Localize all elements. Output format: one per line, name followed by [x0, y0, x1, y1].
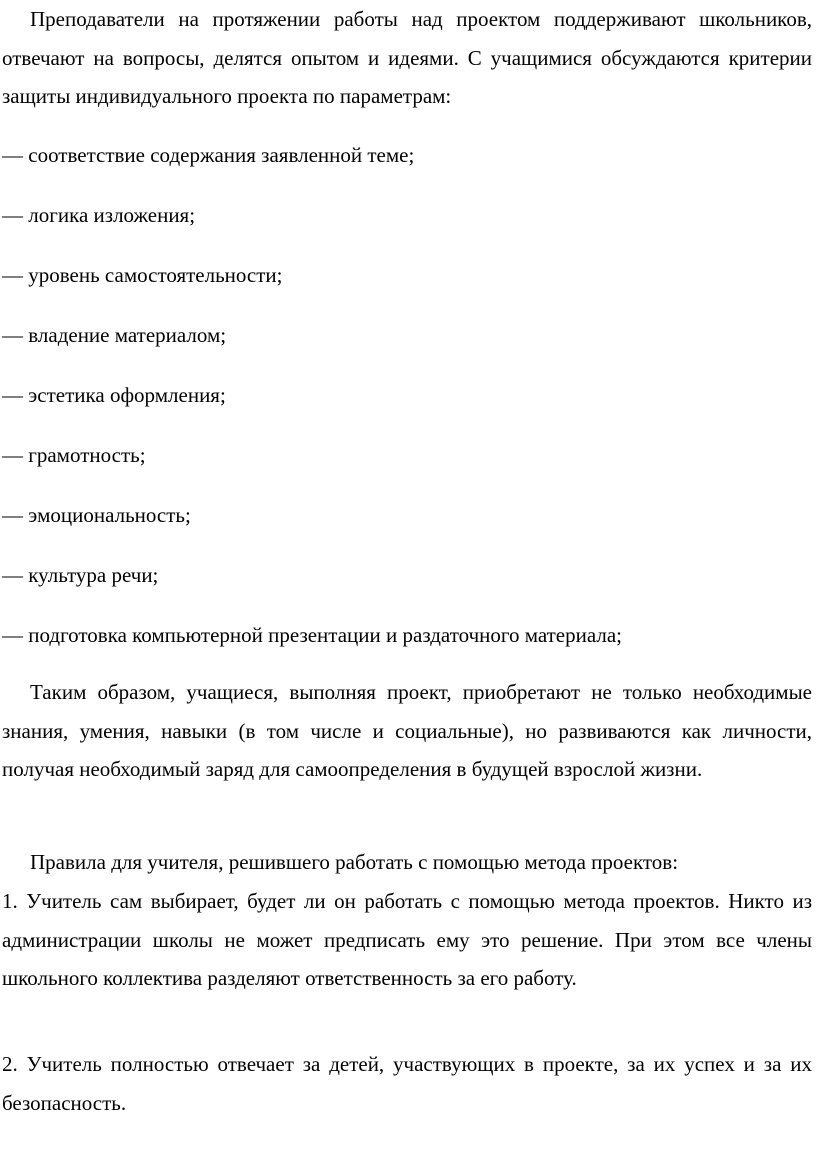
rules-heading: Правила для учителя, решившего работать с помощью метода проектов:	[30, 850, 679, 874]
criteria-item: — владение материалом;	[2, 323, 227, 347]
criteria-list	[2, 136, 812, 676]
rule-item: 2. Учитель полностью отвечает за детей, участвующих в проекте, за их успех и за их безопасность.	[2, 1052, 812, 1115]
intro-paragraph: Преподаватели на протяжении работы над проектом поддерживают школьников, отвечают на вопросы, делятся опытом и идеями. С учащимися обсуждаются критерии защиты индивидуального проекта по параметрам:	[2, 7, 812, 109]
criteria-item: — логика изложения;	[2, 203, 196, 227]
conclusion-paragraph: Таким образом, учащиеся, выполняя проект, приобретают не только необходимые знания, умения, навыки (в том числе и социальные), но развиваются как личности, получая необходимый заряд для самоопределения в будущей взрослой жизни.	[2, 680, 812, 782]
criteria-item: — культура речи;	[2, 563, 159, 587]
criteria-item: — грамотность;	[2, 443, 146, 467]
rule-item: 1. Учитель сам выбирает, будет ли он работать с помощью метода проектов. Никто из администрации школы не может предписать ему это решение. При этом все члены школьного коллектива разделяют ответственность за его работу.	[2, 889, 812, 991]
criteria-item: — эмоциональность;	[2, 503, 191, 527]
criteria-item: — эстетика оформления;	[2, 383, 226, 407]
criteria-item: — подготовка компьютерной презентации и раздаточного материала;	[2, 623, 623, 647]
criteria-item: — соответствие содержания заявленной теме;	[2, 143, 415, 167]
criteria-item: — уровень самостоятельности;	[2, 263, 283, 287]
